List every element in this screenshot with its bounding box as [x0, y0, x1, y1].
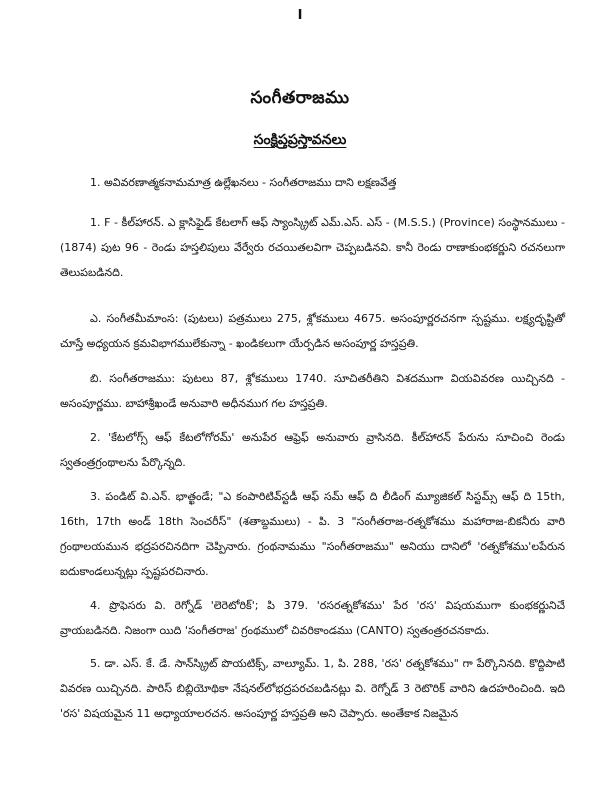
paragraph-bhatkhande: 3. పండిట్ వి.ఎన్. భాత్ఖండే; "ఎ కంపారిటివ్‌స్టడీ ఆఫ్ సమ్ ఆఫ్ ది లీడింగ్ మ్యూజికల్ సిస్టమ్స్ ఆఫ్ ది 15th, 16th, 17th అండ్ 18th సెంచరీస్" (శతాబ్దములు) - పి. 3 "సంగీతరాజ-రత్నకోశము మహారాజ-బికనీరు వారి గ్రంథాలయమున భద్రపరచినదిగా చెప్పినారు. గ్రంథనామము "సంగీతరాజము" అనియు దానిలో 'రత్నకోశము'లపేరున ఐదుకాండలున్నట్లు స్పష్టపరచినారు. — [60, 490, 565, 578]
section-subtitle: సంక్షిప్తప్రస్తావనలు — [253, 132, 347, 148]
paragraph-sangitamimamsa: ఎ. సంగీతమీమాంస: (పుటలు) పత్రములు 275, శ్లోకములు 4675. అసంపూర్ణరచనగా స్పష్టము. లక్ష్యదృష్టితో చూస్తే అధ్యయన క్రమవిభాగములేకున్నా - ఖండికలుగా యేర్పడిన అసంపూర్ణ హస్తప్రతి. — [60, 312, 565, 350]
paragraph-regnaud: 4. ప్రొఫెసరు వి. రెగ్నోడ్ 'లెరెటోరిక్'; పి 379. 'రసరత్నకోశము' పేర 'రస' విషయముగా కుంభకర్ణునిచే వ్రాయబడినది. నిజంగా యిది 'సంగీతరాజ' గ్రంథములో చివరికాండము (CANTO) స్వతంత్రరచనకాదు. — [60, 599, 565, 637]
page-number: I — [297, 8, 303, 23]
page-title: సంగీతరాజము — [250, 88, 350, 108]
paragraph-heading: 1. అవివరణాత్మకనామమాత్ర ఉల్లేఖనలు - సంగీతరాజము దాని లక్షణవేత్త — [90, 176, 397, 189]
paragraph-kielhorn: 1. F - కీల్‌హారన్. ఎ క్లాసిఫైడ్ కేటలాగ్ ఆఫ్ స్యాంస్క్రిట్ ఎమ్.ఎస్. ఎస్ - (M.S.S.) (Province) సంస్థానములు - (1874) పుట 96 - రెండు హస్తలిపులు వేర్వేరు రచయితలవిగా చెప్పబడినవి. కానీ రెండు రాణాకుంభకర్ణుని రచనలుగా తెలుపబడినది. — [60, 216, 565, 279]
paragraph-catalogus: 2. 'కేటలోగ్స్ ఆఫ్ కేటలోగోరమ్' అనుపేర ఆఫ్రెఫ్ అనువారు వ్రాసినది. కీల్‌హారన్ పేరును సూచించి రెండు స్వతంత్రగ్రంథాలను పేర్కొన్నది. — [60, 431, 565, 469]
paragraph-sangitarajamu: బి. సంగీతరాజము: పుటలు 87, శ్లోకములు 1740. సూచితరీతిని విశదముగా వియవివరణ యిచ్చినది - అసంపూర్ణము. బాహాశ్రీఖండే అనువారి అధీనముగ గల హస్తప్రతి. — [60, 372, 565, 410]
paragraph-sk-de: 5. డా. ఎస్. కే. డే. సాన్‌స్క్రిట్ పొయటిక్స్, వాల్యూమ్. 1, పి. 288, 'రస' రత్నకోశము" గా పేర్కొనినది. కొద్దిపాటి వివరణ యిచ్చినది. పారిస్ బిబ్లియోథికా నేషనల్‌లోభద్రపరచబడినట్లు వి. రెగ్నోడ్ 3 రెటొరిక్ వారిని ఉదహరించింది. ఇది 'రస' విషయమైన 11 అధ్యాయాలరచన. అసంపూర్ణ హస్తప్రతి అని చెప్పారు. అంతేకాక నిజమైన — [60, 657, 565, 720]
